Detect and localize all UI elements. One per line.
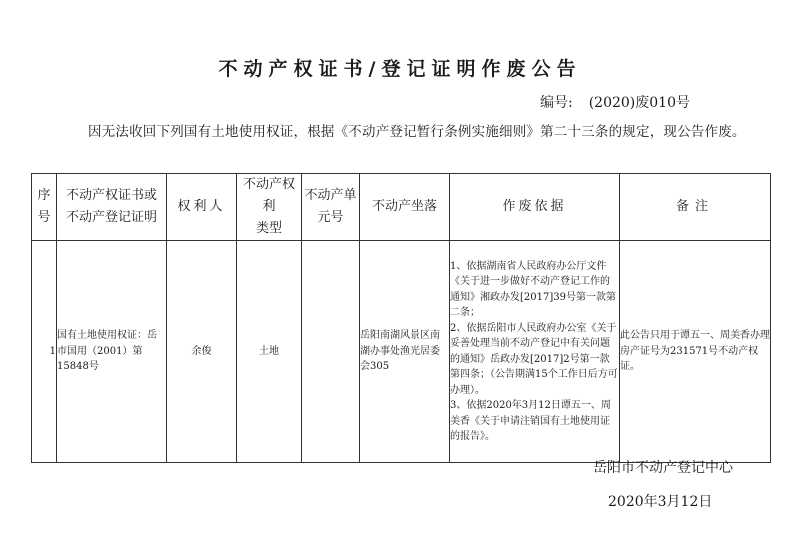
header-right-type: [237, 174, 302, 241]
intro-paragraph: 因无法收回下列国有土地使用权证，根据《不动产登记暂行条例实施细则》第二十三条的规定，现公告作废。: [88, 124, 746, 140]
document-number-label: 编号:: [540, 95, 573, 111]
header-remark: 备注: [620, 174, 771, 241]
table-header-row: [32, 174, 771, 241]
header-cert-line1: 不动产权证书或: [65, 188, 157, 203]
row-right-type: 土地: [237, 241, 302, 463]
header-right-type-line2: 类型: [255, 221, 282, 236]
header-owner: 权利人: [167, 174, 237, 241]
header-seq-line1: 序: [37, 188, 51, 203]
header-seq-line2: 号: [37, 210, 51, 225]
table-row: [32, 241, 771, 463]
row-basis: [450, 241, 620, 463]
row-owner: 余俊: [167, 241, 237, 463]
issue-date: 2020年3月12日: [608, 494, 713, 510]
header-right-type-line1: 不动产权利: [242, 177, 295, 214]
notice-title: 不动产权证书/登记证明作废公告: [218, 58, 582, 80]
basis-item-1: 1、依据湖南省人民政府办公厅文件《关于进一步做好不动产登记工作的通知》湘政办发[2017]39号第一款第二条；: [450, 260, 616, 318]
document-number-value: (2020)废010号: [588, 95, 690, 111]
header-unit-no: [302, 174, 360, 241]
row-seq: 1: [32, 241, 57, 463]
basis-item-3: 3、依据2020年3月12日谭五一、周美香《关于申请注销国有土地使用证的报告》。: [450, 400, 611, 442]
header-unit-no-line1: 不动产单: [304, 188, 357, 203]
row-cert: 国有土地使用权证：岳市国用（2001）第15848号: [57, 241, 167, 463]
row-unit-no: [302, 241, 360, 463]
basis-item-2: 2、依据岳阳市人民政府办公室《关于妥善处理当前不动产登记中有关问题的通知》岳政办发[2017]2号第一款第四条；（公告期满15个工作日后方可办理）。: [450, 322, 618, 396]
row-remark: 此公告只用于谭五一、周美香办理房产证号为231571号不动产权证。: [620, 241, 771, 463]
header-cert-line2: 不动产登记证明: [65, 210, 157, 225]
header-cert: [57, 174, 167, 241]
header-seq: [32, 174, 57, 241]
header-location: 不动产坐落: [360, 174, 450, 241]
header-basis: 作废依据: [450, 174, 620, 241]
void-certificate-table: [31, 173, 771, 463]
header-unit-no-line2: 元号: [317, 210, 344, 225]
document-number: [540, 92, 690, 112]
row-location: 岳阳南湖风景区南湖办事处渔光居委会305: [360, 241, 450, 463]
issuing-organization: 岳阳市不动产登记中心: [593, 460, 733, 476]
